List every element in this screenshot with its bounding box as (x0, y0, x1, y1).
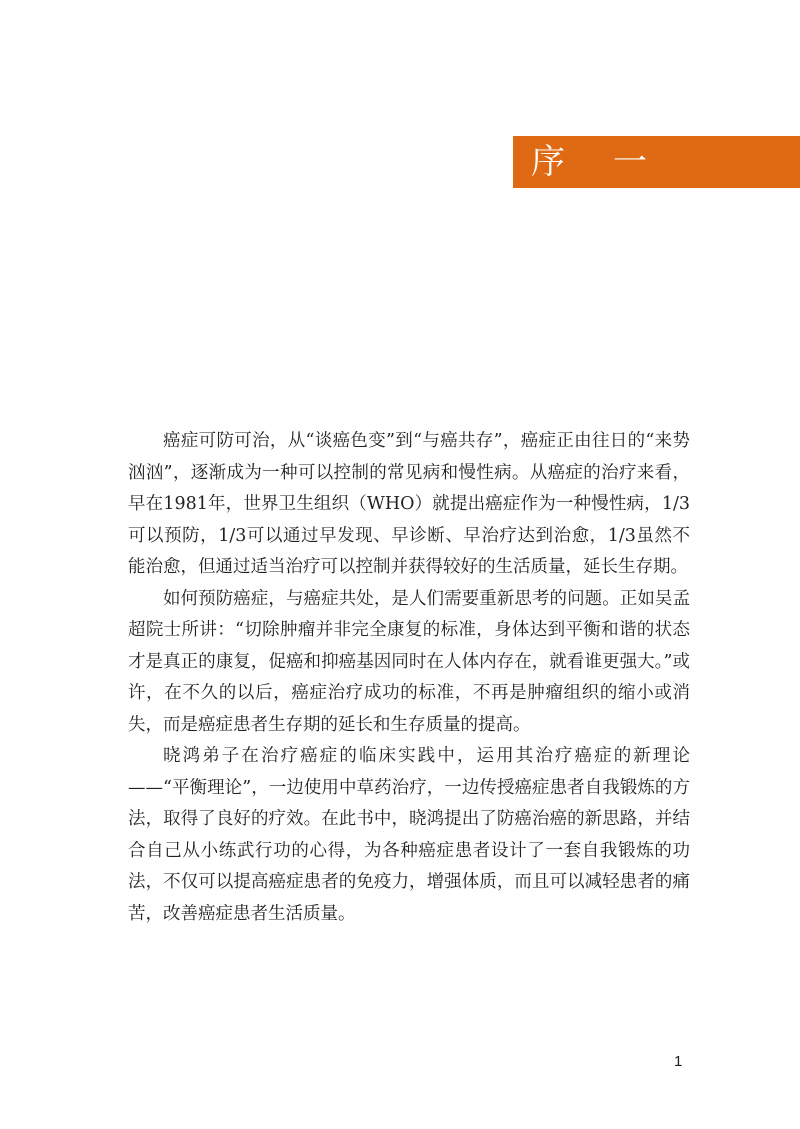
page-number: 1 (674, 1053, 683, 1070)
chapter-title-banner (513, 136, 800, 188)
paragraph-2: 如何预防癌症，与癌症共处，是人们需要重新思考的问题。正如吴孟超院士所讲：“切除肿瘤并非完全康复的标准，身体达到平衡和谐的状态才是真正的康复，促癌和抑癌基因同时在人体内存在，就看谁更强大。”或许，在不久的以后，癌症治疗成功的标准，不再是肿瘤组织的缩小或消失，而是癌症患者生存期的延长和生存质量的提高。 (128, 588, 690, 735)
body-text (128, 426, 690, 930)
chapter-title-char-2: 一 (613, 142, 647, 182)
paragraph-1: 癌症可防可治，从“谈癌色变”到“与癌共存”，癌症正由往日的“来势汹汹”，逐渐成为一种可以控制的常见病和慢性病。从癌症的治疗来看，早在1981年，世界卫生组织（WHO）就提出癌症作为一种慢性病，1/3可以预防，1/3可以通过早发现、早诊断、早治疗达到治愈，1/3虽然不能治愈，但通过适当治疗可以控制并获得较好的生活质量，延长生存期。 (128, 431, 690, 577)
paragraph-3: 晓鸿弟子在治疗癌症的临床实践中，运用其治疗癌症的新理论——“平衡理论”，一边使用中草药治疗，一边传授癌症患者自我锻炼的方法，取得了良好的疗效。在此书中，晓鸿提出了防癌治癌的新思路，并结合自己从小练武行功的心得，为各种癌症患者设计了一套自我锻炼的功法，不仅可以提高癌症患者的免疫力，增强体质，而且可以减轻患者的痛苦，改善癌症患者生活质量。 (128, 746, 690, 924)
chapter-title-char-1: 序 (531, 142, 565, 182)
